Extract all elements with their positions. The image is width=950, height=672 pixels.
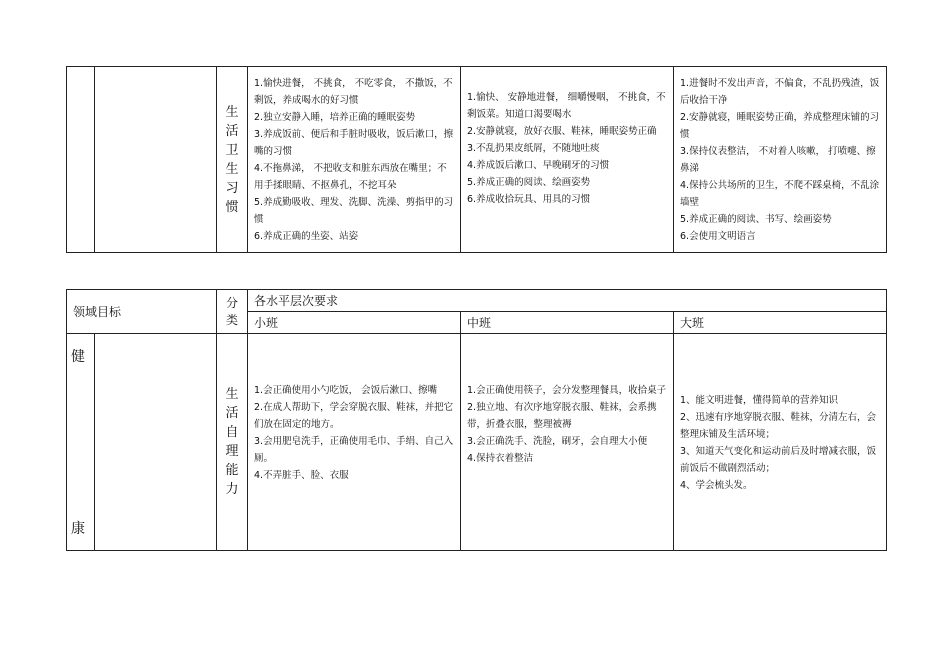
list-item: 3.不乱扔果皮纸屑，不随地吐痰 — [467, 143, 600, 154]
category-char: 理 — [225, 444, 239, 459]
category-char: 生 — [225, 104, 239, 120]
list-item: 4.不拖鼻涕， 不把收支和脏东西放在嘴里；不用手揉眼睛、不抠鼻孔，不挖耳朵 — [254, 163, 447, 191]
list-item: 2.安静就寝，放好衣服、鞋袜，睡眠姿势正确 — [467, 126, 657, 137]
category-char: 自 — [225, 425, 239, 440]
category-header — [217, 290, 248, 334]
list-item: 3.保持仪表整洁， 不对着人咳嗽， 打喷嚏、擦鼻涕 — [680, 146, 876, 174]
category-header-char: 分 — [226, 295, 239, 310]
levels-header: 各水平层次要求 — [248, 290, 887, 312]
list-item: 3、知道天气变化和运动前后及时增减衣服，饭前饭后不做剧烈活动； — [680, 446, 877, 474]
list-item: 2、迅速有序地穿脱衣服、鞋袜，分清左右，会整理床铺及生活环境； — [680, 412, 877, 440]
category-char: 力 — [225, 482, 239, 497]
list-item: 1.愉快进餐， 不挑食， 不吃零食， 不撒饭，不剩饭，养成喝水的好习惯 — [254, 78, 453, 106]
category-self-care-ability — [217, 334, 248, 551]
large-class-selfcare-list — [674, 334, 887, 551]
list-item: 1.愉快、 安静地进餐， 细嚼慢咽， 不挑食，不剩饭菜。知道口渴要喝水 — [467, 92, 666, 120]
list-item: 2.安静就寝，睡眠姿势正确，养成整理床铺的习惯 — [680, 112, 880, 140]
domain-health-cell — [67, 334, 95, 551]
middle-class-hygiene-list — [461, 67, 674, 253]
goal-cell-empty — [95, 334, 217, 551]
list-item: 4.不弄脏手、脸、衣服 — [254, 470, 349, 481]
list-item: 1.会正确使用小勺吃饭， 会饭后漱口、擦嘴 — [254, 385, 438, 396]
small-class-hygiene-list — [248, 67, 461, 253]
middle-class-selfcare-list — [461, 334, 674, 551]
domain-goal-header: 领域目标 — [67, 290, 217, 334]
domain-cell-empty — [67, 67, 95, 253]
category-char: 活 — [225, 123, 239, 139]
category-char: 活 — [225, 406, 239, 421]
domain-char: 康 — [71, 521, 85, 537]
domain-char: 健 — [71, 349, 85, 365]
list-item: 5.养成正确的阅读、绘画姿势 — [467, 177, 591, 188]
large-class-hygiene-list — [674, 67, 887, 253]
list-item: 5.养成勤吸收、理发、洗脚、洗澡、剪指甲的习惯 — [254, 197, 454, 225]
list-item: 4.保持衣着整洁 — [467, 453, 534, 464]
category-char: 习 — [225, 180, 239, 196]
category-char: 卫 — [225, 142, 239, 158]
column-header-large: 大班 — [674, 312, 887, 334]
category-hygiene-habits — [217, 67, 248, 253]
list-item: 6.会使用文明语言 — [680, 231, 756, 242]
list-item: 6.养成收拾玩具、用具的习惯 — [467, 194, 591, 205]
list-item: 4.保持公共场所的卫生，不爬不踩桌椅，不乱涂墙壁 — [680, 180, 880, 208]
category-char: 生 — [225, 161, 239, 177]
list-item: 1、能文明进餐，懂得简单的营养知识 — [680, 395, 839, 406]
self-care-ability-table — [66, 289, 887, 551]
list-item: 3.养成饭前、便后和手脏时吸收，饭后漱口，擦嘴的习惯 — [254, 129, 454, 157]
list-item: 4.养成饭后漱口、早晚刷牙的习惯 — [467, 160, 610, 171]
list-item: 2.独立安静入睡，培养正确的睡眠姿势 — [254, 112, 416, 123]
list-item: 6.养成正确的坐姿、站姿 — [254, 231, 359, 242]
list-item: 1.会正确使用筷子，会分发整理餐具，收拾桌子 — [467, 385, 667, 396]
list-item: 3.会正确洗手、洗脸，刷牙，会自理大小便 — [467, 436, 648, 447]
category-char: 能 — [225, 463, 239, 478]
category-char: 生 — [225, 387, 239, 402]
category-char: 惯 — [225, 199, 239, 215]
hygiene-habits-table — [66, 66, 887, 253]
column-header-middle: 中班 — [461, 312, 674, 334]
small-class-selfcare-list — [248, 334, 461, 551]
list-item: 3.会用肥皂洗手，正确使用毛巾、手绢、自己入厕。 — [254, 436, 454, 464]
column-header-small: 小班 — [248, 312, 461, 334]
list-item: 4、学会梳头发。 — [680, 480, 753, 491]
category-header-char: 类 — [226, 312, 239, 327]
list-item: 2.独立地、有次序地穿脱衣服、鞋袜，会系携带，折叠衣服，整理被褥 — [467, 402, 657, 430]
list-item: 2.在成人帮助下，学会穿脱衣服、鞋袜，并把它们放在固定的地方。 — [254, 402, 454, 430]
list-item: 5.养成正确的阅读、书写、绘画姿势 — [680, 214, 832, 225]
list-item: 1.进餐时不发出声音，不偏食，不乱扔残渣，饭后收拾干净 — [680, 78, 880, 106]
goal-cell-empty — [95, 67, 217, 253]
